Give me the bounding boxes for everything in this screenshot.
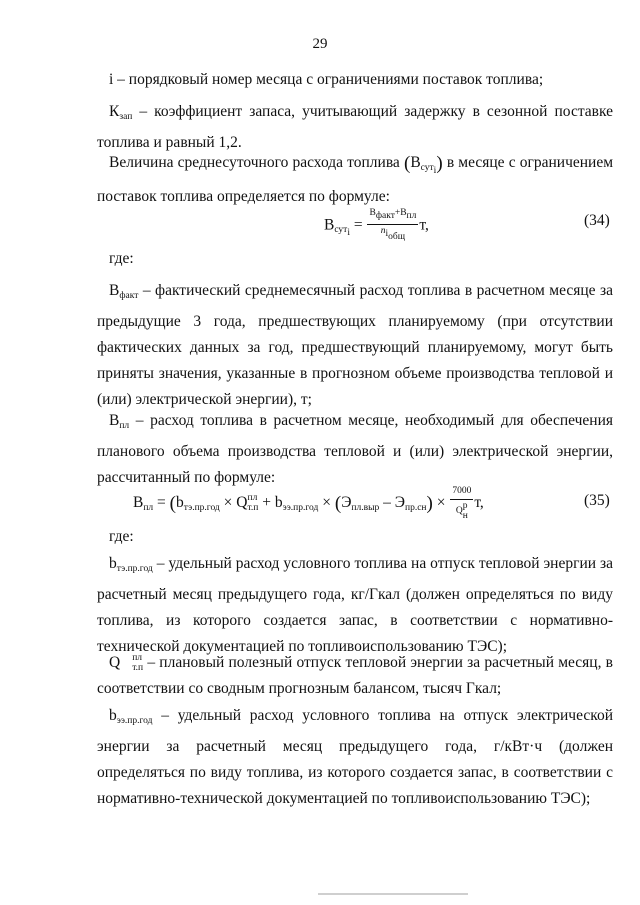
formula-34: $В_{сут_i}$ = $\frac{В_{факт}+В_{пл}}{n_{i_{общ}}}$ т, xyxy=(324,208,429,242)
paragraph-text: удельный расход условного топлива на отпуск тепловой энергии за расчетный месяц предыдущего года, кг/Гкал (должен определяться по виду топлива, из которого создается запас, в соответствии с нормативно-технической документацией по топливоиспользованию ТЭС); xyxy=(97,555,614,655)
paragraph-bte-definition: $b_{тэ.пр.год}$ – удельный расход условного топлива на отпуск тепловой энергии за расчетный месяц предыдущего года, кг/Гкал (должен определяться по виду топлива, из которого создается запас, в соответствии с нормативно-технической документацией по топливоиспользованию ТЭС); xyxy=(97,555,614,655)
scan-artifact-line xyxy=(318,893,468,895)
where-label-2: где: xyxy=(109,528,134,545)
paragraph-text: i – порядковый номер месяца с ограничениями поставок топлива; xyxy=(109,71,544,88)
paragraph-bfakt-definition: $В_{факт}$ – фактический среднемесячный расход топлива в расчетном месяце за предыдущие 3 года, предшествующих планируемому (при отсутствии фактических данных за год, предшествующий планируемому, могут быть приняты значения, указанные в прогнозном объеме производства тепловой и (или) электрической энергии), т; xyxy=(97,282,613,408)
paragraph-bpl-definition: $В_{пл}$ – расход топлива в расчетном месяце, необходимый для обеспечения планового объема производства тепловой и (или) электрической энергии, рассчитанный по формуле: xyxy=(97,412,614,486)
page-number: 29 xyxy=(312,36,328,52)
paragraph-daily-consumption-intro: Величина среднесуточного расхода топлива $(В_{сут_i})$ в месяце с ограничением поставок топлива определяется по формуле: xyxy=(97,153,614,205)
symbol-k-subscript: зап xyxy=(119,112,133,122)
paragraph-text: плановый полезный отпуск тепловой энергии за расчетный месяц, в соответствии со сводным прогнозным балансом, тысяч Гкал; xyxy=(97,654,614,697)
paragraph-text: фактический среднемесячный расход топлива в расчетном месяце за предыдущие 3 года, предшествующих планируемому (при отсутствии фактических данных за год, предшествующий планируемому, могут быть приняты значения, указанные в прогнозном объеме производства тепловой и (или) электрической энергии), т; xyxy=(97,282,613,408)
formula-35: $В_{пл} = (b_{тэ.пр.год} \times Q$ пл т.п + $b_{ээ.пр.год} \times (Э_{пл.выр} - Э_{пр.сн})$ × 7000 Q р н т, xyxy=(133,486,484,521)
paragraph-text: коэффициент запаса, учитывающий задержку в сезонной поставке топлива и равный 1,2. xyxy=(97,103,614,151)
formula-34-fraction: $\frac{В_{факт}+В_{пл}}{n_{i_{общ}}}$ xyxy=(369,208,417,242)
paragraph-text: в месяце с ограничением поставок топлива определяется по формуле: xyxy=(97,154,614,205)
equation-number-35: (35) xyxy=(584,492,610,509)
symbol-b: В xyxy=(410,154,421,171)
symbol-sut-subscript: сутi xyxy=(420,163,437,176)
paragraph-i-definition xyxy=(97,67,613,93)
equation-number-34: (34) xyxy=(584,212,610,229)
formula-35-fraction: 7000 Q р н xyxy=(452,486,472,521)
paragraph-q-definition: Q пл т.п – плановый полезный отпуск тепловой энергии за расчетный месяц, в соответствии со сводным прогнозным балансом, тысяч Гкал; xyxy=(97,653,614,697)
paragraph-text: Величина среднесуточного расхода топлива xyxy=(109,154,400,171)
dash: – xyxy=(139,103,148,120)
paragraph-text: расход топлива в расчетном месяце, необходимый для обеспечения планового объема производства тепловой и (или) электрической энергии, рассчитанный по формуле: xyxy=(97,412,614,486)
paragraph-text: удельный расход условного топлива на отпуск электрической энергии за расчетный месяц предыдущего года, г/кВт·ч (должен определяться по виду топлива, из которого создается запас, в соответствии с нормативно-технической документацией по топливоиспользованию ТЭС); xyxy=(97,707,614,807)
paragraph-bee-definition: $b_{ээ.пр.год}$ – удельный расход условного топлива на отпуск электрической энергии за расчетный месяц предыдущего года, г/кВт·ч (должен определяться по виду топлива, из которого создается запас, в соответствии с нормативно-технической документацией по топливоиспользованию ТЭС); xyxy=(97,707,614,807)
paragraph-kzap-definition xyxy=(97,99,613,156)
symbol-k: К xyxy=(109,103,120,120)
where-label-1: где: xyxy=(109,250,134,267)
